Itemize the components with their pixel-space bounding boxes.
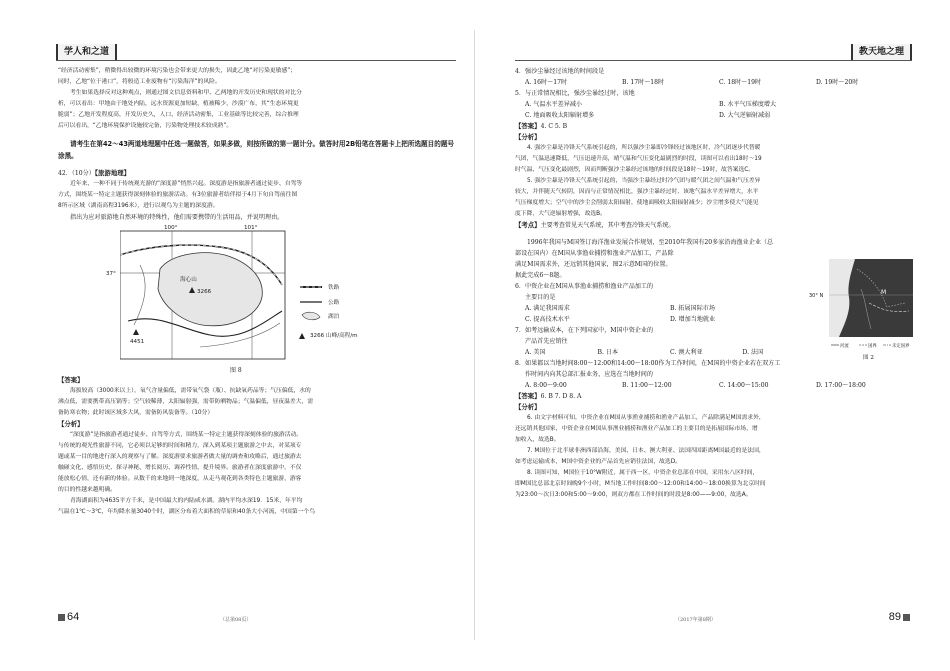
choose-instruction: 请考生在第42～43两道地理题中任选一题做答，如果多做，则按所做的第一题计分。做答时用2B铅笔在答题卡上把所选题目的题号涂黑。 <box>58 140 455 160</box>
analysis-line: 时气温、气压变化最剧烈，因而判断强沙尘暴经过该地的时间段是18时～19时，故答案选C。 <box>515 167 755 173</box>
para-line: 脆弱”；乙地开发程度高，开发历史久，人口、经济活动密集，工业基础等比较完善，综合推理 <box>58 112 299 118</box>
q4-option: B. 17时～18时 <box>622 79 665 86</box>
q4-option: A. 16时～17时 <box>525 79 568 86</box>
analysis-line: 为23:00～次日3:00和5:00～9:00，则双方都在工作时间的时段是8:00——9:00，故选A。 <box>515 492 752 498</box>
legend-lake: 湖泊 <box>328 314 340 320</box>
figure-8-map <box>106 225 370 375</box>
passage-line: 1996年我国与M国签订海洋渔业发展合作规划，至2010年我国有20多家沿海渔业企业（总 <box>527 239 774 246</box>
q8-stem-2: 作时间内向其总部汇报业务，应选在当地时间的 <box>525 371 653 378</box>
q5-stem: 5．与正常情况相比，强沙尘暴经过时，该地 <box>515 90 635 97</box>
lon-100-label: 100° <box>164 225 178 231</box>
para-line: 后可以看出，“乙地环境保护设施较完备，污染物处理技术较成熟”。 <box>58 123 233 129</box>
answer-line: 备防寒衣物；此时该区域多大风，需备防风装备等。（10分） <box>58 410 214 416</box>
m-country-map <box>829 259 913 351</box>
q7-stem-2: 产品首先应销往 <box>525 338 568 345</box>
analysis-line: 题或某一目的地进行深入的观察与了解。深度游要求旅游者做大量的调查和攻略后，通过旅游去 <box>58 454 302 460</box>
legend-peak: 3266 山峰/高程/m <box>310 333 358 339</box>
analysis-line: 的目的性越来越明确。 <box>58 487 116 493</box>
q8-option: A. 8:00～9:00 <box>525 382 567 389</box>
q8-option: C. 14:00～15:00 <box>719 382 769 389</box>
legend-rail: 铁路 <box>328 285 340 291</box>
right-header: 教天地之理 <box>851 44 912 60</box>
q42-prompt: 指出为应对旅游地自然环境的特殊性，他们需要携带的生活用品，并说明理由。 <box>70 214 284 221</box>
analysis-line: 如考虑运输成本，M国中资企业的产品首先应销往法国，故选D。 <box>515 459 681 465</box>
passage-with-map <box>515 237 913 361</box>
answer-6-8: 【答案】6. B 7. D 8. A <box>515 392 582 400</box>
passage-line: 据此完成6～8题。 <box>515 272 566 279</box>
q5-options <box>515 99 913 121</box>
analysis-line: 青海湖面积为4635平方千米，是中国最大的内陆咸水湖。湖内平均水深19．15米，年平均 <box>70 498 303 504</box>
analysis-line: 即M国比总部北京时间晚9个小时，M当地工作时间8:00～12:00和14:00～18:00换算为北京时间 <box>515 481 766 487</box>
q4-option: D. 19时～20时 <box>816 79 859 86</box>
left-footer-note: （总第08页） <box>220 617 252 623</box>
qinghai-lake-map <box>120 225 370 365</box>
legend-undefined-border: 未定国界 <box>892 344 910 349</box>
analysis-line: 8. 读图可知，M国位于10°W附近，属于西一区，中资企业总部在中国，采用东八区时间， <box>527 470 759 476</box>
q5-option: B. 水平气压梯度增大 <box>719 101 777 108</box>
q6-stem-2: 主要目的是 <box>525 294 556 301</box>
figure-8-caption: 图 8 <box>230 367 242 374</box>
q6-option: D. 增加当地就业 <box>670 316 716 323</box>
lon-101-label: 101° <box>244 225 258 231</box>
answer-line: 沸点低，需要携带高压锅等；空气较稀薄，太阳辐射强，需带防晒物品；气温偏低，昼夜温差大，需 <box>58 399 314 405</box>
legend-border: 国界 <box>868 344 877 349</box>
q42-line: 近年来，一种不同于传统观光游的“深度游”悄然兴起。深度游是指旅游者通过徒步、自驾等 <box>70 181 303 187</box>
point-line: 【考点】主要考查常见天气系统，其中考查冷锋天气系统。 <box>515 221 675 229</box>
right-header-rule <box>515 60 912 61</box>
analysis-line: 触碰文化、感悟历史、探寻神秘、增长阅历、调养性情、提升境界。旅游者在深度旅游中，不仅 <box>58 465 302 471</box>
q7-stem: 7．如考远输成本，在下列国家中，M国中资企业的 <box>515 327 654 334</box>
peak-elevation-1: 3266 <box>197 289 212 295</box>
analysis-line: 6. 由文字材料可知，中资企业在M国从事渔业捕捞和渔业产品加工，产品除满足M国需求外， <box>527 415 765 421</box>
analysis-line: 5. 强沙尘暴是冷锋天气系统引起的，当强沙尘暴经过时冷气团与暖气团之间气温和气压差异 <box>527 178 761 184</box>
right-page <box>475 0 950 671</box>
q8-stem: 8．如果都以当地时间8:00～12:00和14:00～18:00作为工作时间，在M国的中资企业若在双方工 <box>515 360 781 367</box>
legend-road: 公路 <box>328 300 340 306</box>
left-page-number: 64 <box>56 611 79 623</box>
q7-option: A. 美国 <box>525 349 546 356</box>
para-line: “经济活动密集”，稍微得出较微的环境污染也会带来更大的损失，因此乙地“对污染更敏感”； <box>58 68 297 74</box>
q4-option: C. 18时～19时 <box>719 79 762 86</box>
questions-6-7 <box>515 281 815 358</box>
q5-option: C. 地面吸收太阳辐射增多 <box>525 112 595 119</box>
mountain-label: 海心山 <box>180 277 197 283</box>
q4-options <box>515 77 913 88</box>
para-line: 考生如果选择反对这种观点，则通过图文信息资料和甲、乙两地的开发历史和现状的对比分 <box>70 90 302 96</box>
country-m-label: M <box>881 289 887 296</box>
q42-line: 方式，围绕某一特定主题获得深刻体验的旅游活动。有3位旅游者结伴拟于4月下旬自驾前往图 <box>58 192 298 198</box>
q6-option: C. 提高技术水平 <box>525 316 570 323</box>
para-line: 同时，乙地“位于港口”，将般造工业废物有“污染海洋”的风险。 <box>58 79 221 85</box>
q4-stem: 4．强沙尘暴经过该地的时间段是 <box>515 68 605 75</box>
q8-option: B. 11:00～12:00 <box>622 382 672 389</box>
analysis-line: “深度游”是指旅游者通过徒步、自驾等方式，围绕某一特定主题获得深刻体验的旅游活动。 <box>70 432 303 438</box>
right-footer-note: （2017年第8期） <box>675 617 716 623</box>
q42-line: 8所示区域（湖南高程3196米），进行以观鸟为主题的深度游。 <box>58 203 219 209</box>
analysis-line: 气温在1℃～3℃，年均降水量3040个时，湖区分布着大面积的草原和40条大小河流，中国第一个鸟 <box>58 509 316 515</box>
q42-heading: 42．（10分）【旅游地理】 <box>58 169 130 177</box>
q6-option: B. 拓展国际市场 <box>670 305 715 312</box>
figure-2-caption: 图 2 <box>863 355 874 361</box>
figure-2-map <box>809 259 913 367</box>
para-line: 析，可以看出：甲地由于地处内陆，远水资源更加短缺，植被稀少，沙漠广布，其“生态环境更 <box>58 101 299 107</box>
lat-37-label: 37° <box>106 271 116 277</box>
q7-options <box>515 347 815 358</box>
answer-4-5: 【答案】4. C 5. B <box>515 122 568 130</box>
analysis-line: 还远销其他国家，中资企业在M国从事渔业捕捞和渔业产品加工的主要目的是拓展国际市场，增 <box>515 426 758 432</box>
analysis-tag: 【分析】 <box>58 420 84 428</box>
q5-option: D. 大气逆辐射减弱 <box>719 112 771 119</box>
analysis-line: 能放松心情，还有新的体验。从数千的来地到一地深度，从走马观花到各类特色主题旅游，游客 <box>58 476 302 482</box>
right-page-number: 89 <box>889 611 912 623</box>
passage-line: 满足M国需求外，还远销其他国家，图2示意M国的位置。 <box>515 261 672 268</box>
right-column <box>515 66 913 501</box>
q7-option: C. 澳大利亚 <box>670 349 703 356</box>
analysis-6-8-tag: 【分析】 <box>515 403 541 411</box>
left-header: 学人和之道 <box>56 44 117 60</box>
answer-line: 海拔较高（3000米以上），氧气含量偏低，需带氧气袋（瓶）、抗缺氧药品等；气压偏低，水的 <box>70 388 311 394</box>
left-header-rule <box>56 60 456 61</box>
analysis-line: 较大，并伴随天气转阴，因而与正常情况相比，强沙尘暴经过时，该地气温水平差异增大，水平 <box>515 189 759 195</box>
q5-option: A. 气温水平差异减小 <box>525 101 583 108</box>
q8-options <box>515 380 913 391</box>
q6-stem: 6．中资企业在M国从事渔业捕捞和渔业产品加工的 <box>515 283 654 290</box>
q6-option: A. 满足我国需求 <box>525 305 570 312</box>
passage-line: 部设在国内）在M国从事渔业捕捞和渔业产品加工，产品除 <box>515 250 674 257</box>
analysis-line: 4. 强沙尘暴是冷锋天气系统引起的，所以强沙尘暴即冷锋经过该地区时，冷气团逐步代替暖 <box>527 145 761 151</box>
left-column <box>58 66 456 518</box>
analysis-line: 与传统的观光性旅游不同，它必须以足够的时间和精力，深入到某项主题旅游之中去，对某项专 <box>58 443 302 449</box>
q8-option: D. 17:00～18:00 <box>816 382 866 389</box>
analysis-line: 气压梯度增大；空气中的沙尘会削弱太阳辐射，使地面吸收太阳辐射减少；沙尘增多使大气能见 <box>515 200 759 206</box>
peak-elevation-2: 4451 <box>130 339 145 345</box>
analysis-line: 加收入，故选B。 <box>515 437 560 443</box>
analysis-line: 气团，气温迅速降低，气压迅速升高，晴气温和气压变化最剧烈的时段，读图可以看出18时～19 <box>515 156 762 162</box>
analysis-line: 度下降，大气逆辐射增强，故选B。 <box>515 211 606 217</box>
q7-option: B. 日本 <box>597 349 619 356</box>
q7-option: D. 法国 <box>742 349 764 356</box>
analysis-4-5-tag: 【分析】 <box>515 133 541 141</box>
analysis-line: 7. M国位于北半球非洲西部沿海，美国、日本、澳大利亚、法国四国距离M国最近的是法国， <box>527 448 765 454</box>
q6-options <box>515 303 815 325</box>
legend-river: 河流 <box>840 344 849 349</box>
answer-tag: 【答案】 <box>58 376 84 384</box>
lat-30n-label: 30° N <box>809 293 824 299</box>
